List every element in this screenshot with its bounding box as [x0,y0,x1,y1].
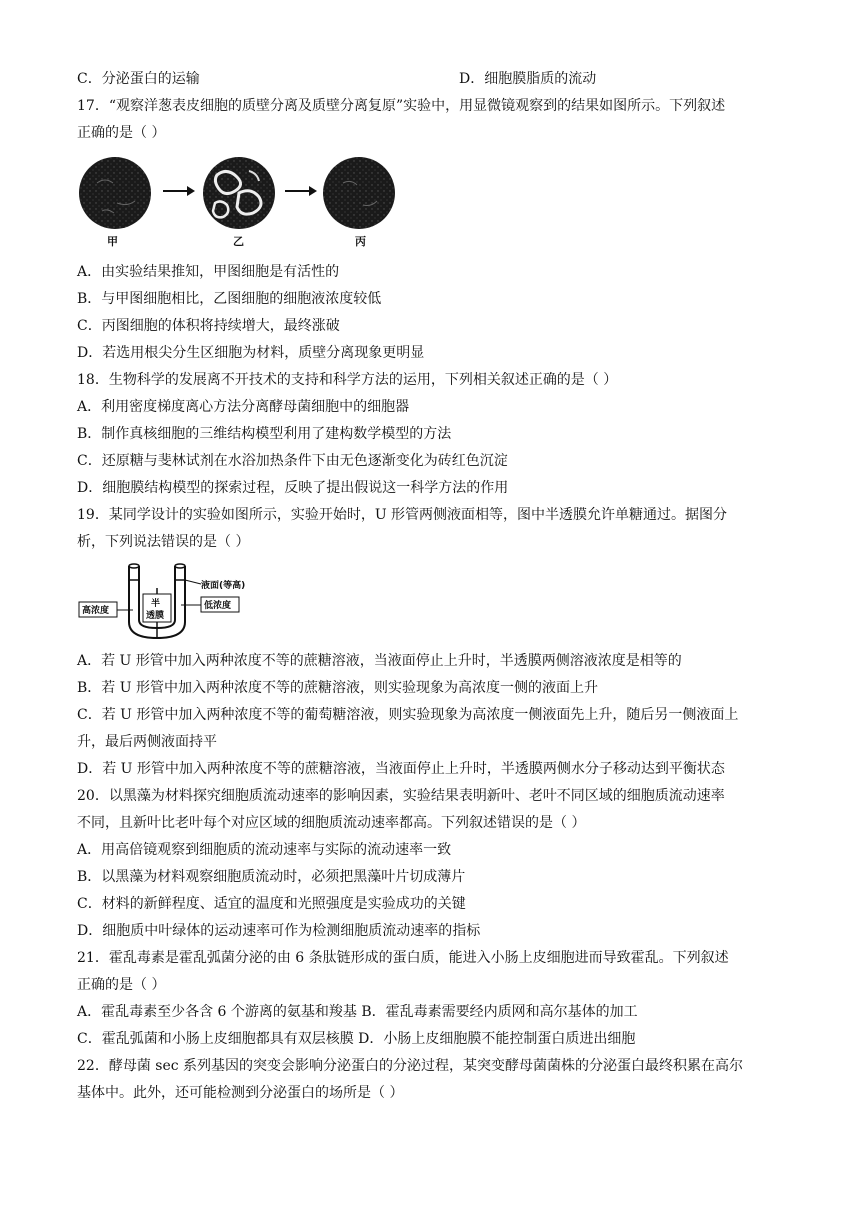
q17-option-d: D．若选用根尖分生区细胞为材料，质壁分离现象更明显 [77,345,425,361]
q22-stem-line-2: 基体中。此外，还可能检测到分泌蛋白的场所是（ ） [77,1085,404,1101]
cell-yi-image [203,157,275,229]
q20-option-c: C．材料的新鲜程度、适宜的温度和光照强度是实验成功的关键 [77,896,466,912]
membrane-label-1: 半 [151,599,161,609]
q17-stem-line-2: 正确的是（ ） [77,125,166,141]
q16-option-row [77,69,597,89]
cell-bing-image [323,157,395,229]
q20-option-b: B．以黑藻为材料观察细胞质流动时，必须把黑藻叶片切成薄片 [77,869,466,885]
q19-option-c-line-1: C．若 U 形管中加入两种浓度不等的葡萄糖溶液，则实验现象为高浓度一侧液面先上升，随后另一侧液面上 [77,707,739,723]
q17-option-c: C．丙图细胞的体积将持续增大，最终涨破 [77,318,340,334]
arrow-icon [285,186,317,196]
liquid-level-label: 液面(等高) [201,581,246,591]
q19-option-d: D．若 U 形管中加入两种浓度不等的蔗糖溶液，当液面停止上升时，半透膜两侧水分子移动达到平衡状态 [77,761,725,777]
q19-option-a: A．若 U 形管中加入两种浓度不等的蔗糖溶液，当液面停止上升时，半透膜两侧溶液浓度是相等的 [77,653,682,669]
q20-option-d: D．细胞质中叶绿体的运动速率可作为检测细胞质流动速率的指标 [77,923,481,939]
q16-option-c: C．分泌蛋白的运输 [77,71,200,87]
figure-label-jia: 甲 [107,235,118,248]
q16-option-d: D．细胞膜脂质的流动 [459,71,597,87]
q17-option-b: B．与甲图细胞相比，乙图细胞的细胞液浓度较低 [77,291,382,307]
arrow-icon [163,186,195,196]
figure-label-bing: 丙 [355,235,366,248]
q19-u-tube-figure [77,560,257,642]
q18-option-c: C．还原糖与斐林试剂在水浴加热条件下由无色逐渐变化为砖红色沉淀 [77,453,508,469]
q21-stem-line-1: 21．霍乱毒素是霍乱弧菌分泌的由 6 条肽链形成的蛋白质，能进入小肠上皮细胞进而导致霍乱。下列叙述 [77,950,729,966]
cell-jia-image [79,157,151,229]
q18-option-a: A．利用密度梯度离心方法分离酵母菌细胞中的细胞器 [77,399,410,415]
figure-label-yi: 乙 [233,235,244,248]
q22-stem-line-1: 22．酵母菌 sec 系列基因的突变会影响分泌蛋白的分泌过程，某突变酵母菌菌株的分泌蛋白最终积累在高尔 [77,1058,744,1074]
q18-stem: 18．生物科学的发展离不开技术的支持和科学方法的运用，下列相关叙述正确的是（ ） [77,372,618,388]
q19-option-c-line-2: 升，最后两侧液面持平 [77,734,217,750]
q21-options-ab: A．霍乱毒素至少各含 6 个游离的氨基和羧基 B．霍乱毒素需要经内质网和高尔基体的加工 [77,1004,638,1020]
q17-microscope-figure [77,153,402,248]
q21-stem-line-2: 正确的是（ ） [77,977,166,993]
membrane-label-2: 透膜 [146,611,165,621]
low-concentration-label: 低浓度 [204,601,232,611]
q18-option-b: B．制作真核细胞的三维结构模型利用了建构数学模型的方法 [77,426,452,442]
q20-stem-line-2: 不同，且新叶比老叶每个对应区域的细胞质流动速率都高。下列叙述错误的是（ ） [77,815,586,831]
q20-stem-line-1: 20．以黑藻为材料探究细胞质流动速率的影响因素，实验结果表明新叶、老叶不同区域的细胞质流动速率 [77,788,725,804]
q17-option-a: A．由实验结果推知，甲图细胞是有活性的 [77,264,340,280]
high-concentration-label: 高浓度 [82,606,110,616]
q19-stem-line-1: 19．某同学设计的实验如图所示，实验开始时，U 形管两侧液面相等，图中半透膜允许单糖通过。据图分 [77,507,728,523]
q18-option-d: D．细胞膜结构模型的探索过程，反映了提出假说这一科学方法的作用 [77,480,509,496]
q17-stem-line-1: 17．“观察洋葱表皮细胞的质壁分离及质壁分离复原”实验中，用显微镜观察到的结果如图所示。下列叙述 [77,98,726,114]
q20-option-a: A．用高倍镜观察到细胞质的流动速率与实际的流动速率一致 [77,842,452,858]
q19-option-b: B．若 U 形管中加入两种浓度不等的蔗糖溶液，则实验现象为高浓度一侧的液面上升 [77,680,598,696]
q21-options-cd: C．霍乱弧菌和小肠上皮细胞都具有双层核膜 D．小肠上皮细胞膜不能控制蛋白质进出细胞 [77,1031,636,1047]
q19-stem-line-2: 析，下列说法错误的是（ ） [77,534,250,550]
